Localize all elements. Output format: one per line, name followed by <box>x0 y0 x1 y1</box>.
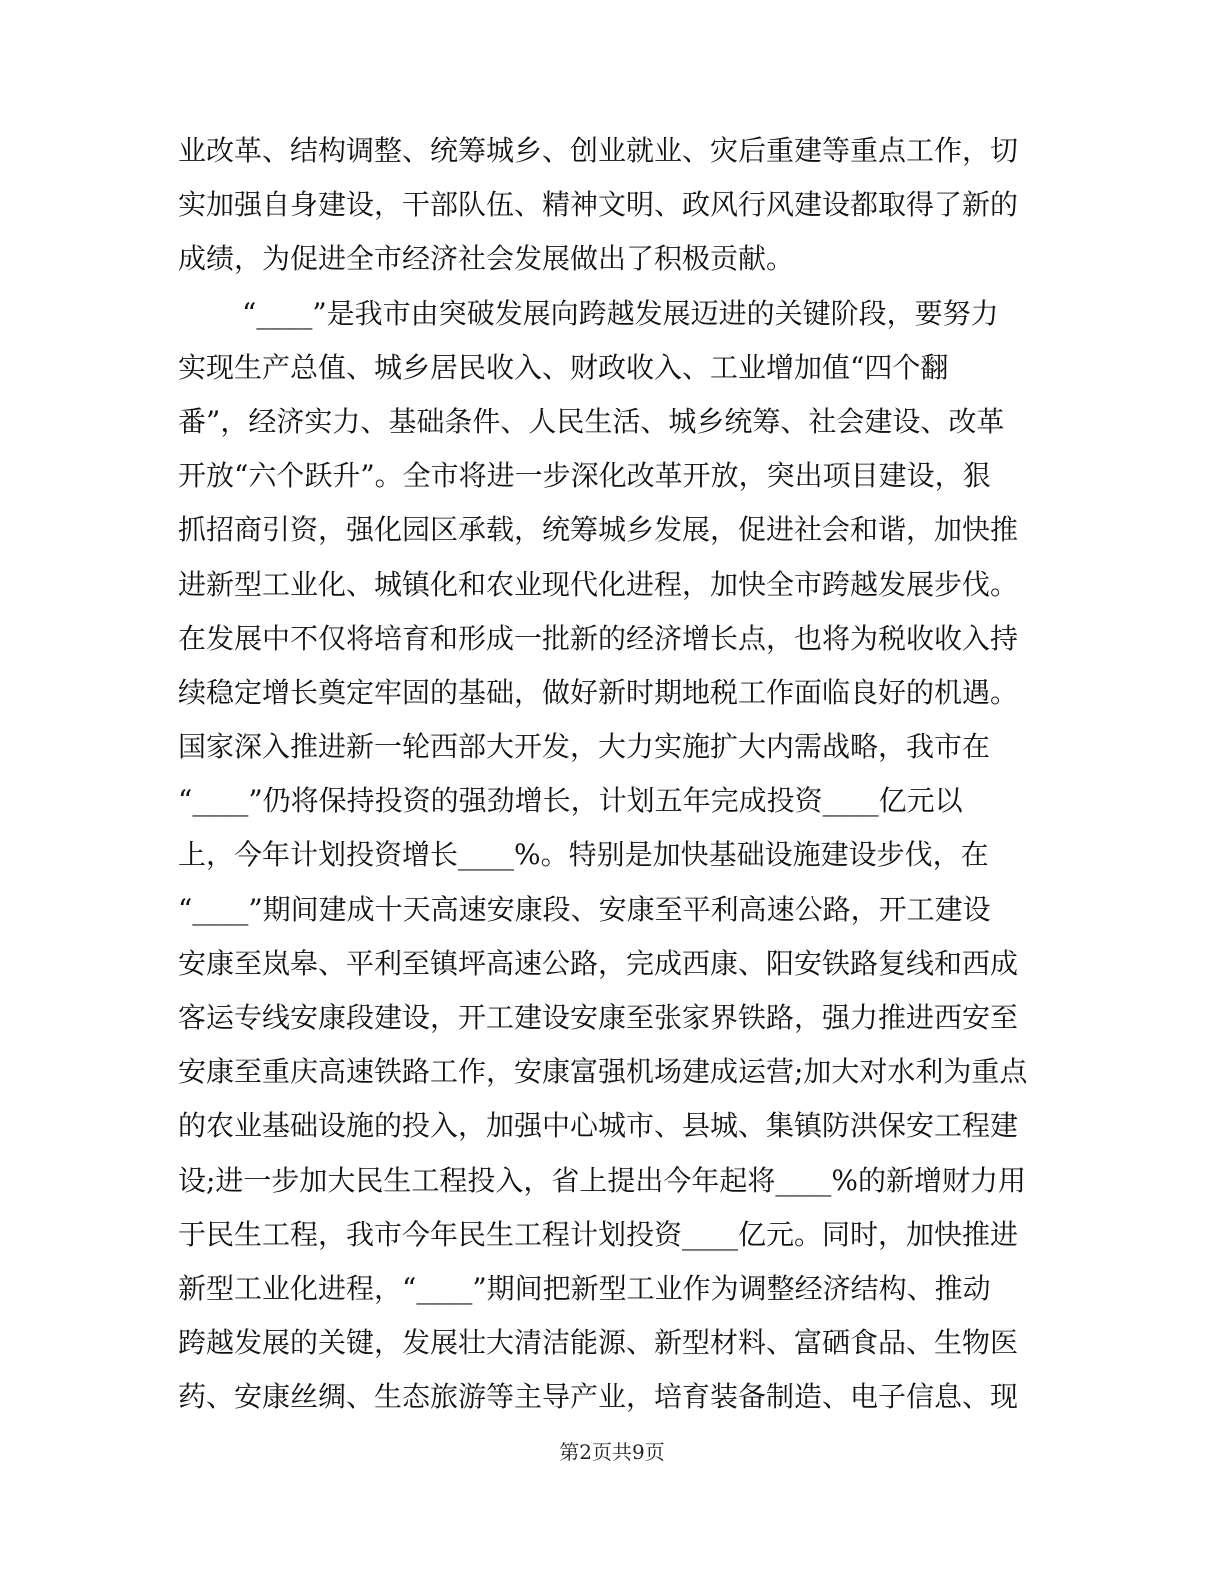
text-line-7: 开放“六个跃升”。全市将进一步深化改革开放，突出项目建设，狠 <box>178 459 991 493</box>
text-line-13: “____”仍将保持投资的强劲增长，计划五年完成投资____亿元以 <box>178 784 963 818</box>
text-line-2: 实加强自身建设，干部队伍、精神文明、政风行风建设都取得了新的 <box>178 188 1019 222</box>
text-line-3: 成绩，为促进全市经济社会发展做出了积极贡献。 <box>178 242 795 276</box>
text-line-5: 实现生产总值、城乡居民收入、财政收入、工业增加值“四个翻 <box>178 350 949 384</box>
text-line-23: 跨越发展的关键，发展壮大清洁能源、新型材料、富硒食品、生物医 <box>178 1326 1019 1360</box>
text-line-19: 的农业基础设施的投入，加强中心城市、县城、集镇防洪保安工程建 <box>178 1109 1019 1143</box>
text-line-6: 番”，经济实力、基础条件、人民生活、城乡统筹、社会建设、改革 <box>178 404 1005 438</box>
text-line-18: 安康至重庆高速铁路工作，安康富强机场建成运营;加大对水利为重点 <box>178 1055 1028 1089</box>
text-line-9: 进新型工业化、城镇化和农业现代化进程，加快全市跨越发展步伐。 <box>178 567 1019 601</box>
text-line-24: 药、安康丝绸、生态旅游等主导产业，培育装备制造、电子信息、现 <box>178 1380 1019 1414</box>
text-line-16: 安康至岚皋、平利至镇坪高速公路，完成西康、阳安铁路复线和西成 <box>178 946 1019 980</box>
text-line-22: 新型工业化进程，“____”期间把新型工业作为调整经济结构、推动 <box>178 1271 991 1305</box>
text-line-20: 设;进一步加大民生工程投入，省上提出今年起将____%的新增财力用 <box>178 1163 1027 1197</box>
paragraph-start-line: “____”是我市由突破发展向跨越发展迈进的关键阶段，要努力 <box>242 296 999 330</box>
text-line-10: 在发展中不仅将培育和形成一批新的经济增长点，也将为税收收入持 <box>178 621 1019 655</box>
text-line-11: 续稳定增长奠定牢固的基础，做好新时期地税工作面临良好的机遇。 <box>178 675 1019 709</box>
page-number-footer: 第2页共9页 <box>559 1440 665 1464</box>
text-line-14: 上，今年计划投资增长____%。特别是加快基础设施建设步伐，在 <box>178 838 989 872</box>
document-body <box>178 124 1028 1425</box>
text-line-17: 客运专线安康段建设，开工建设安康至张家界铁路，强力推进西安至 <box>178 1001 1019 1034</box>
text-line-15: “____”期间建成十天高速安康段、安康至平利高速公路，开工建设 <box>178 892 991 926</box>
text-line-1: 业改革、结构调整、统筹城乡、创业就业、灾后重建等重点工作，切 <box>178 134 1019 167</box>
text-line-21: 于民生工程，我市今年民生工程计划投资____亿元。同时，加快推进 <box>178 1217 1019 1251</box>
text-line-12: 国家深入推进新一轮西部大开发，大力实施扩大内需战略，我市在 <box>178 730 991 764</box>
text-line-8: 抓招商引资，强化园区承载，统筹城乡发展，促进社会和谐，加快推 <box>178 513 1019 547</box>
